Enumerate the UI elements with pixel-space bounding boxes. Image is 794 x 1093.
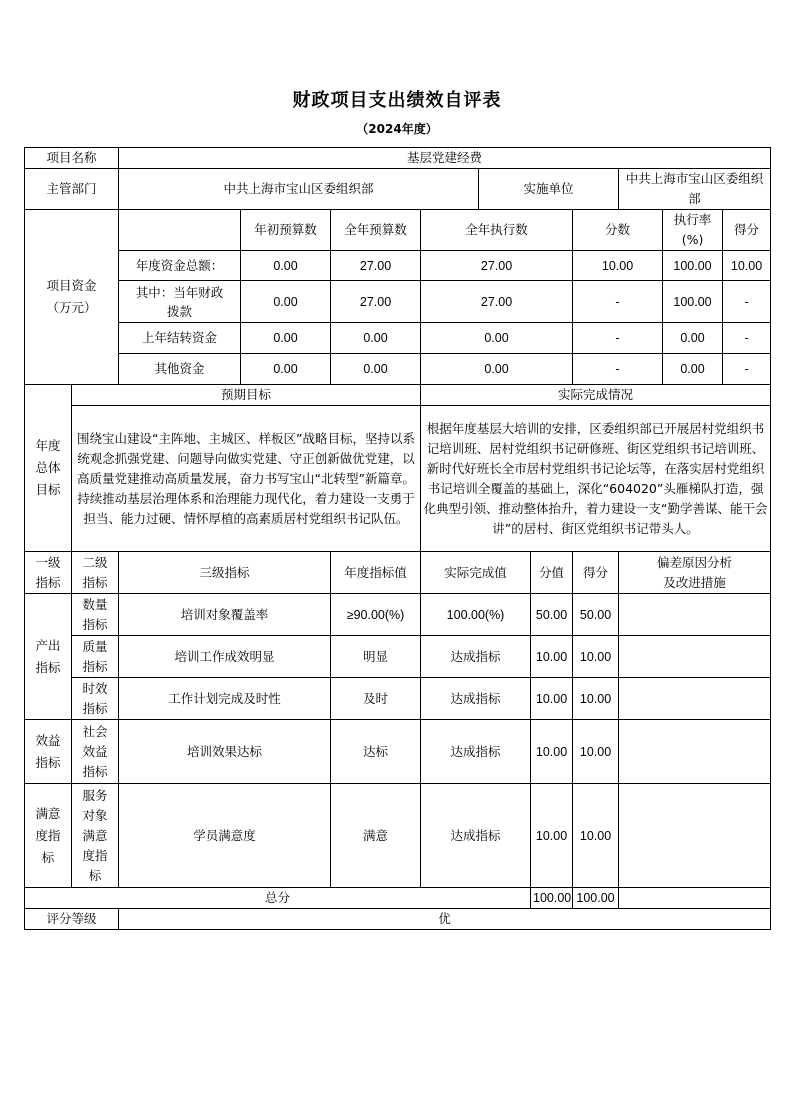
total-score: 100.00 — [573, 888, 619, 909]
funds-row-label: 年度资金总额： — [119, 251, 241, 281]
funds-header-score: 得分 — [723, 210, 771, 251]
funds-cell: 27.00 — [331, 281, 421, 323]
dept-label: 主管部门 — [25, 169, 119, 210]
indicator-score: 50.00 — [573, 594, 619, 636]
indicator-level2: 质量 指标 — [72, 636, 119, 678]
funds-cell: - — [723, 323, 771, 354]
impl-unit-label: 实施单位 — [479, 169, 619, 210]
indicator-header-deviation: 偏差原因分析 及改进措施 — [619, 552, 771, 594]
funds-cell: 27.00 — [331, 251, 421, 281]
funds-cell: 27.00 — [421, 251, 573, 281]
doc-year: （2024年度） — [356, 122, 438, 136]
funds-cell: - — [573, 281, 663, 323]
funds-cell: 0.00 — [421, 354, 573, 385]
funds-cell: 0.00 — [331, 323, 421, 354]
funds-cell: 0.00 — [663, 323, 723, 354]
indicator-level1-output: 产出 指标 — [25, 594, 72, 720]
funds-cell: - — [573, 354, 663, 385]
funds-cell: 100.00 — [663, 281, 723, 323]
indicator-header-level1: 一级 指标 — [25, 552, 72, 594]
indicator-deviation-note — [619, 720, 771, 784]
funds-cell: 100.00 — [663, 251, 723, 281]
indicator-level1-satisfaction: 满意 度指 标 — [25, 784, 72, 888]
indicator-target: 满意 — [331, 784, 421, 888]
total-label: 总分 — [25, 888, 531, 909]
funds-row-label: 其中：当年财政 拨款 — [119, 281, 241, 323]
funds-cell: - — [723, 354, 771, 385]
expected-goal-text: 围绕宝山建设“主阵地、主城区、样板区”战略目标，坚持以系统观念抓强党建、问题导向做实党建、守正创新做优党建，以高质量党建推动高质量发展，奋力书写宝山“北转型”新篇章。持续推动基层治理体系和治理能力现代化，着力建设一支勇于担当、能力过硬、情怀厚植的高素质居村党组织书记队伍。 — [72, 406, 421, 552]
funds-header-points: 分数 — [573, 210, 663, 251]
indicator-target: 及时 — [331, 678, 421, 720]
indicator-level3: 培训效果达标 — [119, 720, 331, 784]
funds-cell: 0.00 — [241, 354, 331, 385]
funds-cell: 0.00 — [241, 323, 331, 354]
indicator-score: 10.00 — [573, 636, 619, 678]
grade-value: 优 — [119, 909, 771, 930]
total-weight: 100.00 — [531, 888, 573, 909]
actual-result-text: 根据年度基层大培训的安排，区委组织部已开展居村党组织书记培训班、居村党组织书记研修班、街区党组织书记培训班、新时代好班长全市居村党组织书记论坛等，在落实居村党组织书记培训全覆盖的基础上，深化“604020”头雁梯队打造，强化典型引领、推动整体抬升，着力建设一支“勤学善谋、能干会讲”的居村、街区党组织书记带头人。 — [421, 406, 771, 552]
funds-cell: 0.00 — [663, 354, 723, 385]
indicator-level3: 学员满意度 — [119, 784, 331, 888]
indicator-score: 10.00 — [573, 784, 619, 888]
indicator-header-weight: 分值 — [531, 552, 573, 594]
indicator-deviation-note — [619, 678, 771, 720]
indicator-level1-benefit: 效益 指标 — [25, 720, 72, 784]
indicator-header-level3: 三级指标 — [119, 552, 331, 594]
funds-cell: 0.00 — [241, 281, 331, 323]
indicator-actual: 100.00(%) — [421, 594, 531, 636]
funds-section-label: 项目资金 （万元） — [25, 210, 119, 385]
funds-header-executed: 全年执行数 — [421, 210, 573, 251]
goals-section-label: 年度 总体 目标 — [25, 385, 72, 552]
funds-cell: 10.00 — [573, 251, 663, 281]
indicator-header-target: 年度指标值 — [331, 552, 421, 594]
funds-row-label: 其他资金 — [119, 354, 241, 385]
funds-cell: - — [573, 323, 663, 354]
indicator-deviation-note — [619, 594, 771, 636]
indicator-target: 明显 — [331, 636, 421, 678]
indicator-target: 达标 — [331, 720, 421, 784]
indicator-actual: 达成指标 — [421, 636, 531, 678]
indicator-weight: 10.00 — [531, 636, 573, 678]
indicator-weight: 10.00 — [531, 784, 573, 888]
funds-cell: 0.00 — [331, 354, 421, 385]
indicator-level2: 数量 指标 — [72, 594, 119, 636]
indicator-deviation-note — [619, 784, 771, 888]
indicator-level2: 社会 效益 指标 — [72, 720, 119, 784]
funds-cell: 0.00 — [421, 323, 573, 354]
indicator-level3: 培训工作成效明显 — [119, 636, 331, 678]
actual-result-header: 实际完成情况 — [421, 385, 771, 406]
indicator-header-actual: 实际完成值 — [421, 552, 531, 594]
funds-cell: - — [723, 281, 771, 323]
project-name-label: 项目名称 — [25, 148, 119, 169]
total-note — [619, 888, 771, 909]
indicator-deviation-note — [619, 636, 771, 678]
dept-value: 中共上海市宝山区委组织部 — [119, 169, 479, 210]
expected-goal-header: 预期目标 — [72, 385, 421, 406]
indicator-score: 10.00 — [573, 678, 619, 720]
indicator-weight: 10.00 — [531, 720, 573, 784]
indicator-level3: 培训对象覆盖率 — [119, 594, 331, 636]
indicator-weight: 10.00 — [531, 678, 573, 720]
funds-row-label: 上年结转资金 — [119, 323, 241, 354]
indicator-header-level2: 二级 指标 — [72, 552, 119, 594]
indicator-level3: 工作计划完成及时性 — [119, 678, 331, 720]
impl-unit-value: 中共上海市宝山区委组织部 — [619, 169, 771, 210]
indicator-level2: 服务 对象 满意 度指 标 — [72, 784, 119, 888]
project-name-value: 基层党建经费 — [119, 148, 771, 169]
indicator-actual: 达成指标 — [421, 784, 531, 888]
funds-cell: 27.00 — [421, 281, 573, 323]
indicator-actual: 达成指标 — [421, 720, 531, 784]
indicator-weight: 50.00 — [531, 594, 573, 636]
indicator-level2: 时效 指标 — [72, 678, 119, 720]
indicator-actual: 达成指标 — [421, 678, 531, 720]
indicator-target: ≥90.00(%) — [331, 594, 421, 636]
grade-label: 评分等级 — [25, 909, 119, 930]
indicator-score: 10.00 — [573, 720, 619, 784]
doc-title: 财政项目支出绩效自评表 — [292, 90, 502, 111]
indicator-header-score: 得分 — [573, 552, 619, 594]
funds-cell: 10.00 — [723, 251, 771, 281]
funds-cell: 0.00 — [241, 251, 331, 281]
funds-header-annual: 全年预算数 — [331, 210, 421, 251]
funds-header-blank — [119, 210, 241, 251]
funds-header-rate: 执行率(%) — [663, 210, 723, 251]
self-evaluation-table — [24, 147, 771, 930]
funds-header-initial: 年初预算数 — [241, 210, 331, 251]
